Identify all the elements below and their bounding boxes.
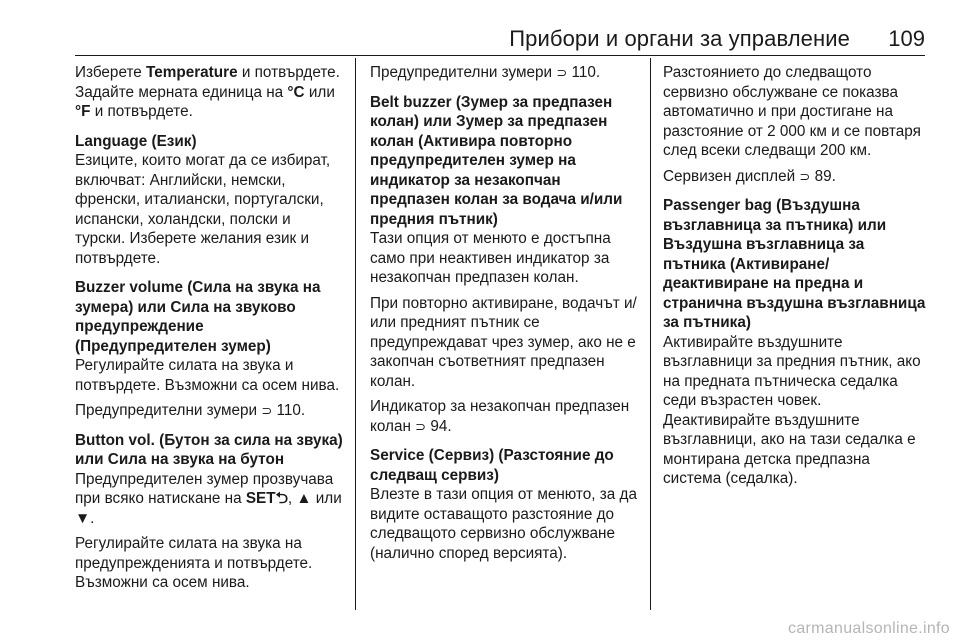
- page-ref-icon: ⊃: [261, 403, 273, 418]
- up-triangle-icon: ▲: [296, 490, 312, 507]
- page-ref-icon: ⊃: [556, 65, 568, 80]
- belt-ref[interactable]: [370, 397, 642, 436]
- ref-page: 94.: [430, 417, 452, 435]
- column-divider-2: [650, 58, 651, 610]
- text: или: [311, 490, 342, 507]
- service-text: Влезте в тази опция от менюто, за да видите оставащото разстояние до следващото сервизно обслужване (налично според версията).: [370, 486, 637, 562]
- celsius-unit: °C: [287, 83, 305, 101]
- set-button-label: SET: [245, 490, 276, 507]
- text: или: [304, 83, 335, 101]
- passenger-bag-heading: Passenger bag (Въздушна възглавница за пътника) или Въздушна възглавница за пътника (Активиране/деактивиране на предна и странична въздушна възглавница за пътника): [663, 197, 926, 331]
- distance-text: Разстоянието до следващото сервизно обслужване се показва автоматично и при достигане на разстояние от 2 000 км и се повтаря след всеки следващи 200 км.: [663, 64, 921, 159]
- page-number: 109: [888, 26, 925, 51]
- airbag-text-1: Активирайте въздушните възглавници за предния пътник, ако на предната пътническа седалка седи възрастен човек.: [663, 333, 921, 409]
- ref-text: Индикатор за незакопчан предпазен колан: [370, 398, 630, 435]
- text: и потвърдете.: [90, 103, 193, 120]
- text: и потвърдете. Задайте мерната единица на: [75, 64, 340, 101]
- belt-buzzer-heading: Belt buzzer (Зумер за предпазен колан) или Зумер за предпазен колан (Активира повторно предупредителен зумер на индикатор за незакопчан предпазен колан за водача и/или предния пътник): [370, 93, 623, 228]
- ref-page: 110.: [276, 402, 306, 419]
- buzzer-ref[interactable]: [75, 401, 345, 421]
- ref-text: Сервизен дисплей: [663, 167, 796, 185]
- button-vol-heading: Button vol. (Бутон за сила на звука) или Сила на звука на бутон: [75, 431, 343, 468]
- text: .: [90, 509, 95, 527]
- belt-text-2: При повторно активиране, водачът и/или предният пътник се предупреждават чрез зумер, ако не е закопчан съответният предпазен колан.: [370, 294, 637, 390]
- text: (Предупредителен зумер): [75, 337, 271, 355]
- button-vol-text: [75, 470, 345, 529]
- temperature-option: Temperature: [146, 64, 238, 81]
- text: Buzzer volume (Сила на звука на зумера) или Сила на звуково предупреждение: [75, 279, 321, 335]
- page-ref-icon: ⊃: [415, 418, 427, 434]
- service-heading: Service (Сервиз) (Разстояние до следващ сервиз): [370, 447, 614, 484]
- page-ref-icon: ⊃: [799, 168, 811, 184]
- column-1: [75, 63, 345, 599]
- language-text: Езиците, които могат да се избират, включват: Английски, немски, френски, италиански, португалски, испански, холандски, полски и турски. Изберете желания език и потвърдете.: [75, 152, 331, 267]
- belt-text-1: Тази опция от менюто е достъпна само при неактивен индикатор за незакопчан предпазен колан.: [370, 230, 611, 286]
- ref-page: 110.: [571, 64, 601, 81]
- temperature-paragraph: [75, 63, 345, 122]
- page-header: [0, 0, 960, 58]
- column-3: [663, 63, 929, 495]
- buzzer-heading: [75, 278, 345, 356]
- back-arrow-icon: ⮌: [275, 490, 288, 507]
- text: Предупредителен зумер прозвучава при всяко натискане на: [75, 470, 334, 507]
- watermark: carmanualsonline.info: [788, 620, 950, 637]
- ref-text: Предупредителни зумери: [370, 64, 553, 81]
- distance-ref[interactable]: [663, 167, 929, 187]
- down-triangle-icon: ▼: [75, 509, 91, 527]
- column-2: [370, 63, 642, 569]
- header-rule: [75, 55, 925, 56]
- buzzer-text: Регулирайте силата на звука и потвърдете. Възможни са осем нива.: [75, 357, 340, 394]
- running-title: Прибори и органи за управление: [509, 26, 850, 51]
- top-ref[interactable]: [370, 63, 642, 83]
- fahrenheit-unit: °F: [75, 103, 91, 120]
- language-heading: Language (Език): [75, 132, 197, 150]
- text: ,: [287, 490, 297, 507]
- text: Изберете: [75, 64, 147, 81]
- button-vol-text-2: Регулирайте силата на звука на предупрежденията и потвърдете. Възможни са осем нива.: [75, 535, 313, 591]
- airbag-text-2: Деактивирайте въздушните възглавници, ако на тази седалка е монтирана детска предпазна система (седалка).: [663, 411, 916, 487]
- column-divider-1: [355, 58, 356, 610]
- ref-page: 89.: [814, 167, 836, 185]
- ref-text: Предупредителни зумери: [75, 402, 258, 419]
